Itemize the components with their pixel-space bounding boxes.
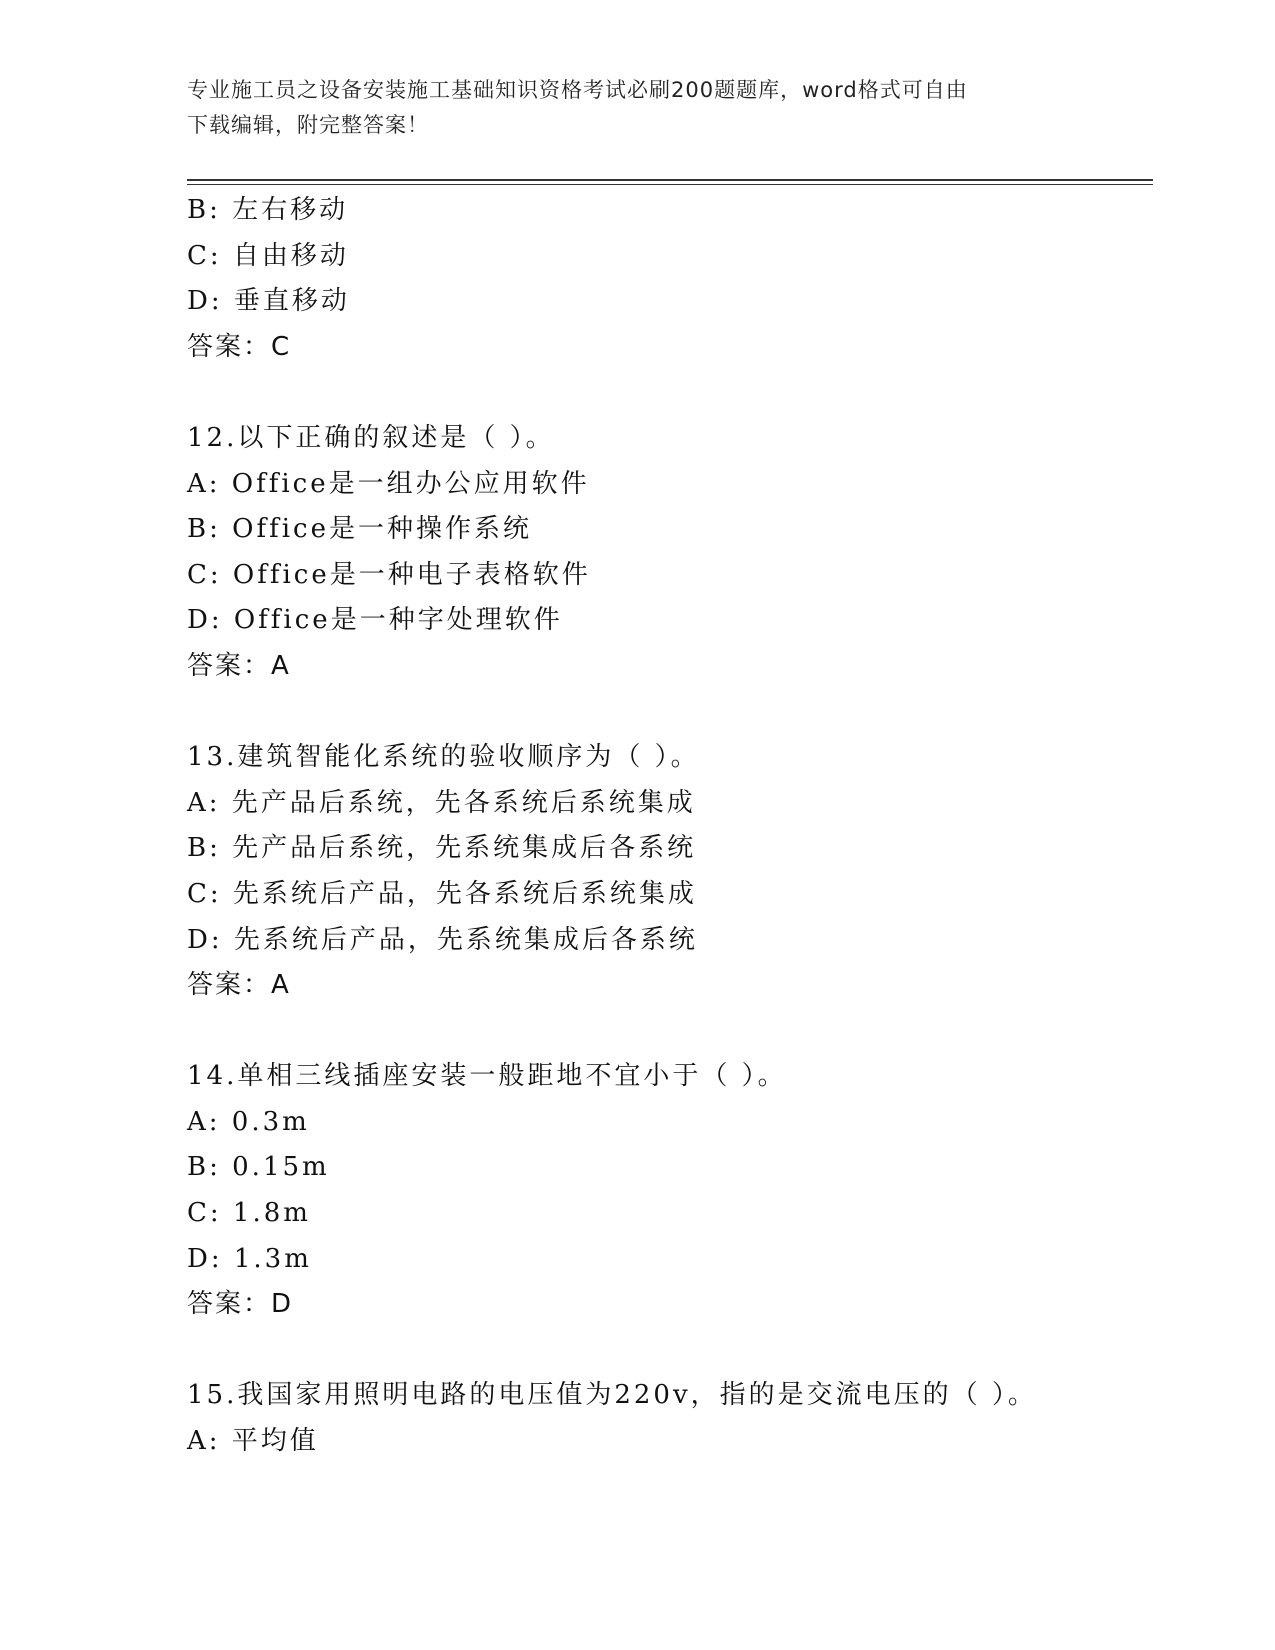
spacer <box>187 370 1153 416</box>
spacer <box>187 1328 1153 1374</box>
spacer <box>187 690 1153 736</box>
option-a: A: 平均值 <box>187 1426 319 1457</box>
question-stem: 15.我国家用照明电路的电压值为220v，指的是交流电压的（ ）。 <box>187 1380 1037 1411</box>
option-c: C: 自由移动 <box>187 240 349 271</box>
option-b: B: Office是一种操作系统 <box>187 514 532 545</box>
option-d: D: 1.3m <box>187 1243 312 1274</box>
option-b: B: 0.15m <box>187 1152 330 1183</box>
option-d: D: 垂直移动 <box>187 286 350 317</box>
question-list <box>187 188 1153 1465</box>
header-line-1: 专业施工员之设备安装施工基础知识资格考试必刷200题题库，word格式可自由 <box>187 78 968 102</box>
question-14 <box>187 1054 1153 1328</box>
answer-line: 答案：A <box>187 650 291 681</box>
question-13 <box>187 735 1153 1009</box>
option-d: D: 先系统后产品，先系统集成后各系统 <box>187 924 698 955</box>
header-divider-thin <box>187 184 1153 185</box>
question-stem: 12.以下正确的叙述是（ ）。 <box>187 422 555 453</box>
answer-line: 答案：A <box>187 970 291 1001</box>
option-a: A: Office是一组办公应用软件 <box>187 468 590 499</box>
header-line-2: 下载编辑，附完整答案！ <box>187 113 429 137</box>
option-b: B: 先产品后系统，先系统集成后各系统 <box>187 833 697 864</box>
option-b: B: 左右移动 <box>187 195 349 225</box>
option-c: C: 先系统后产品，先各系统后系统集成 <box>187 878 697 909</box>
option-d: D: Office是一种字处理软件 <box>187 605 563 636</box>
question-stem: 14.单相三线插座安装一般距地不宜小于（ ）。 <box>187 1061 787 1092</box>
question-stem: 13.建筑智能化系统的验收顺序为（ ）。 <box>187 742 700 773</box>
answer-line: 答案：C <box>187 331 292 362</box>
question-15 <box>187 1373 1153 1464</box>
question-12 <box>187 416 1153 690</box>
answer-line: 答案：D <box>187 1289 294 1320</box>
option-c: C: Office是一种电子表格软件 <box>187 559 591 590</box>
spacer <box>187 1009 1153 1055</box>
question-11-continued <box>187 188 1153 370</box>
document-header <box>187 73 1067 143</box>
option-a: A: 0.3m <box>187 1106 310 1137</box>
option-c: C: 1.8m <box>187 1198 311 1229</box>
header-divider-thick <box>187 179 1153 181</box>
option-a: A: 先产品后系统，先各系统后系统集成 <box>187 787 696 818</box>
